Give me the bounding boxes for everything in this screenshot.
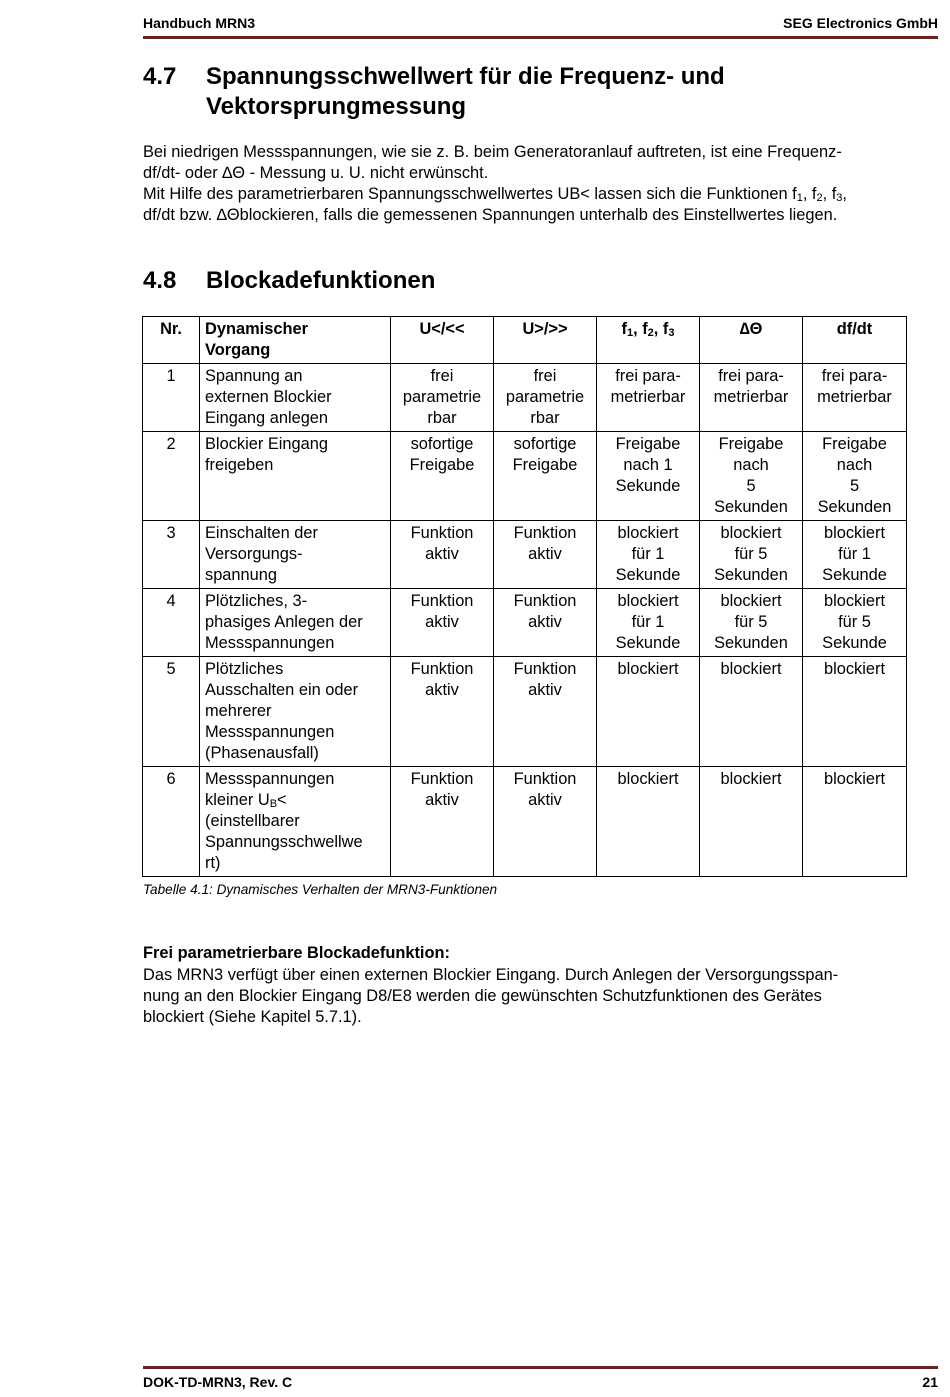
frei-heading: Frei parametrierbare Blockadefunktion: <box>143 944 450 962</box>
table-row <box>143 589 907 657</box>
cell-nr: 2 <box>143 432 200 521</box>
cell-c2: sofortige Freigabe <box>494 432 597 521</box>
table-caption: Tabelle 4.1: Dynamisches Verhalten der MRN3-Funktionen <box>143 882 498 897</box>
cell-c5: frei para- metrierbar <box>803 364 907 432</box>
cell-vorgang: Plötzliches Ausschalten ein oder mehrerer Messspannungen (Phasenausfall) <box>200 657 391 767</box>
cell-c5: blockiert für 5 Sekunde <box>803 589 907 657</box>
frei-paragraph <box>143 965 923 1028</box>
cell-nr: 6 <box>143 767 200 877</box>
cell-c1: Funktion aktiv <box>391 767 494 877</box>
table-row <box>143 364 907 432</box>
cell-c3: Freigabe nach 1 Sekunde <box>597 432 700 521</box>
section-47-number: 4.7 <box>143 63 177 90</box>
col-header-dfdt: df/dt <box>803 317 907 364</box>
frei-line3: blockiert (Siehe Kapitel 5.7.1). <box>143 1008 362 1026</box>
p1-line2: df/dt- oder ∆Θ - Messung u. U. nicht erwünscht. <box>143 164 489 182</box>
cell-c5: blockiert <box>803 657 907 767</box>
blockade-table <box>142 316 907 877</box>
col-header-nr: Nr. <box>143 317 200 364</box>
cell-c5: Freigabe nach 5 Sekunden <box>803 432 907 521</box>
p2-line2: df/dt bzw. ∆Θblockieren, falls die gemessenen Spannungen unterhalb des Einstellwertes liegen. <box>143 206 838 224</box>
page-header <box>143 14 938 39</box>
frei-line2: nung an den Blockier Eingang D8/E8 werden die gewünschten Schutzfunktionen des Gerätes <box>143 987 822 1005</box>
cell-c2: Funktion aktiv <box>494 657 597 767</box>
cell-c2: Funktion aktiv <box>494 521 597 589</box>
cell-nr: 3 <box>143 521 200 589</box>
header-manual-title: Handbuch MRN3 <box>143 15 255 31</box>
cell-c2: frei parametrie rbar <box>494 364 597 432</box>
table-row <box>143 432 907 521</box>
cell-c1: Funktion aktiv <box>391 521 494 589</box>
cell-vorgang: Plötzliches, 3- phasiges Anlegen der Messspannungen <box>200 589 391 657</box>
cell-nr: 1 <box>143 364 200 432</box>
cell-nr: 5 <box>143 657 200 767</box>
p2-line1: Mit Hilfe des parametrierbaren Spannungsschwellwertes UB< lassen sich die Funktionen $f_1$, $f_2$, $f_3$, <box>143 185 847 204</box>
col-header-vorgang: Dynamischer Vorgang <box>200 317 391 364</box>
cell-vorgang: Blockier Eingang freigeben <box>200 432 391 521</box>
cell-c2: Funktion aktiv <box>494 589 597 657</box>
cell-c3: blockiert für 1 Sekunde <box>597 521 700 589</box>
cell-c3: frei para- metrierbar <box>597 364 700 432</box>
cell-c1: sofortige Freigabe <box>391 432 494 521</box>
cell-c4: Freigabe nach 5 Sekunden <box>700 432 803 521</box>
cell-c3: blockiert <box>597 767 700 877</box>
col-header-u-high: U>/>> <box>494 317 597 364</box>
cell-c4: blockiert für 5 Sekunden <box>700 589 803 657</box>
cell-nr: 4 <box>143 589 200 657</box>
cell-c4: blockiert <box>700 767 803 877</box>
cell-c4: blockiert für 5 Sekunden <box>700 521 803 589</box>
header-company: SEG Electronics GmbH <box>783 15 938 31</box>
cell-c5: blockiert für 1 Sekunde <box>803 521 907 589</box>
section-47-paragraph <box>143 142 923 226</box>
footer-page-number: 21 <box>922 1374 938 1390</box>
cell-c1: frei parametrie rbar <box>391 364 494 432</box>
col-header-delta-theta: ∆Θ <box>700 317 803 364</box>
section-48-title: Blockadefunktionen <box>206 267 436 294</box>
cell-c3: blockiert <box>597 657 700 767</box>
page-footer <box>143 1366 938 1393</box>
cell-c4: frei para- metrierbar <box>700 364 803 432</box>
cell-vorgang: Messspannungen kleiner $U_B<$ (einstellbarer Spannungsschwellwe rt) <box>200 767 391 877</box>
col-header-u-low: U</<< <box>391 317 494 364</box>
col-header-frequency: $f_1$, $f_2$, $f_3$ <box>597 317 700 364</box>
section-48-number: 4.8 <box>143 267 177 294</box>
table-row <box>143 767 907 877</box>
cell-c4: blockiert <box>700 657 803 767</box>
table-header-row <box>143 317 907 364</box>
cell-c1: Funktion aktiv <box>391 589 494 657</box>
p1-line1: Bei niedrigen Messspannungen, wie sie z. B. beim Generatoranlauf auftreten, ist eine Frequenz- <box>143 143 842 161</box>
cell-c3: blockiert für 1 Sekunde <box>597 589 700 657</box>
section-47-title-line2: Vektorsprungmessung <box>206 93 467 120</box>
cell-vorgang: Spannung an externen Blockier Eingang anlegen <box>200 364 391 432</box>
cell-c5: blockiert <box>803 767 907 877</box>
section-47-title-line1: Spannungsschwellwert für die Frequenz- und <box>206 63 725 90</box>
cell-c1: Funktion aktiv <box>391 657 494 767</box>
cell-vorgang: Einschalten der Versorgungs- spannung <box>200 521 391 589</box>
frei-line1: Das MRN3 verfügt über einen externen Blockier Eingang. Durch Anlegen der Versorgungsspan- <box>143 966 839 984</box>
table-row <box>143 657 907 767</box>
cell-c2: Funktion aktiv <box>494 767 597 877</box>
footer-doc-id: DOK-TD-MRN3, Rev. C <box>143 1374 293 1390</box>
table-row <box>143 521 907 589</box>
